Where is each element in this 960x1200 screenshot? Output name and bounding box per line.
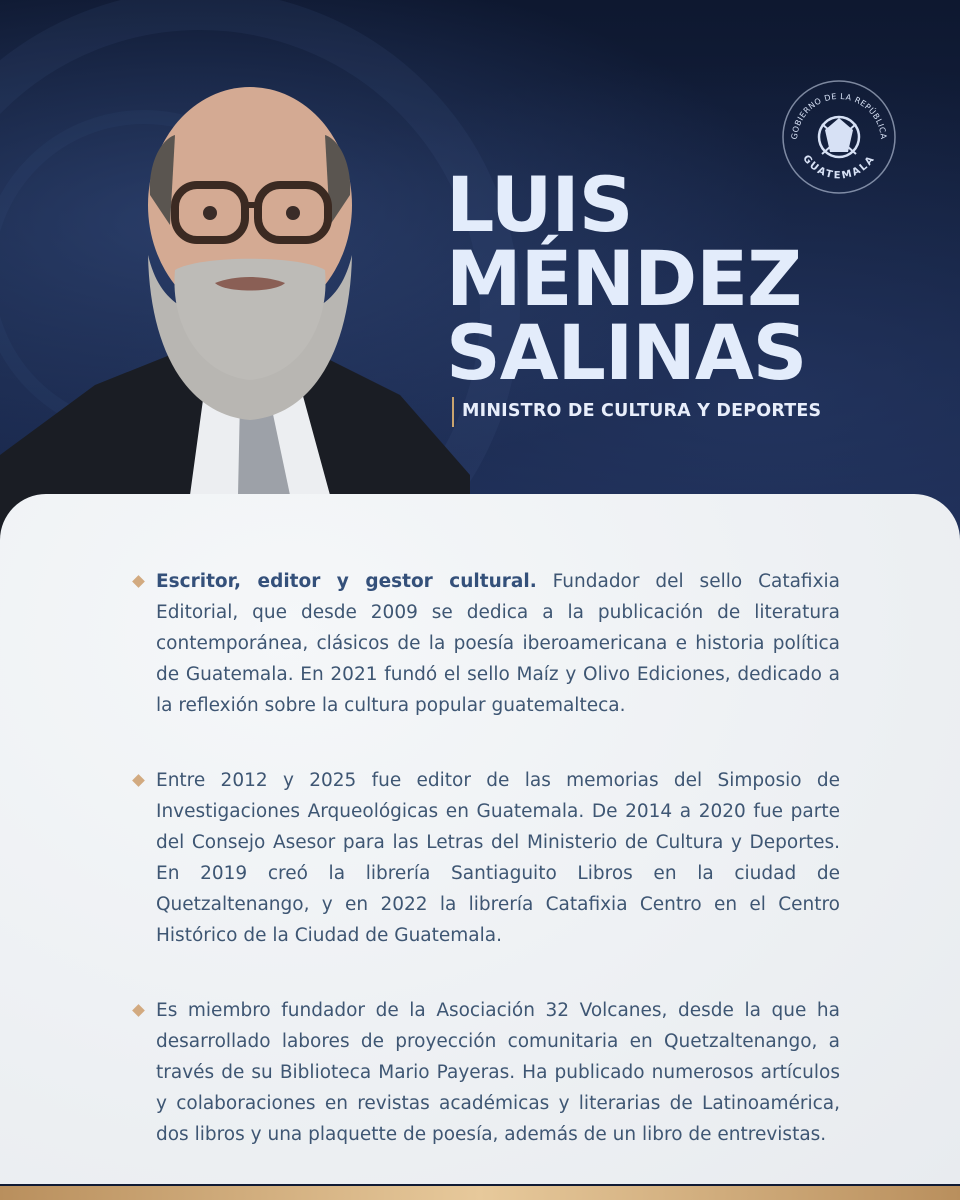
name-middle: MÉNDEZ (446, 234, 802, 323)
name-first: LUIS (446, 160, 633, 249)
bio-item-1 (130, 566, 840, 721)
hero-banner (0, 0, 960, 560)
bullet-diamond-icon (132, 575, 145, 588)
name-last: SALINAS (446, 308, 807, 397)
seal-top-text: GOBIERNO DE LA REPÚBLICA (789, 91, 889, 140)
bullet-diamond-icon (132, 1004, 145, 1017)
bio-paragraph-3: Es miembro fundador de la Asociación 32 Volcanes, desde la que ha desarrollado labores de proyección comunitaria en Quetzaltenango, a través de su Biblioteca Mario Payeras. Ha publicado numerosos artículos y colaboraciones en revistas académicas y literarias de Latinoamérica, dos libros y una plaquette de poesía, además de un libro de entrevistas. (156, 1000, 840, 1145)
bullet-diamond-icon (132, 774, 145, 787)
bio-paragraph-2: Entre 2012 y 2025 fue editor de las memorias del Simposio de Investigaciones Arqueológicas en Guatemala. De 2014 a 2020 fue parte del Consejo Asesor para las Letras del Ministerio de Cultura y Deportes. En 2019 creó la librería Santiaguito Libros en la ciudad de Quetzaltenango, y en 2022 la librería Catafixia Centro en el Centro Histórico de la Ciudad de Guatemala. (156, 770, 840, 946)
role-title: MINISTRO DE CULTURA Y DEPORTES (462, 401, 822, 421)
seal-bottom-text: GUATEMALA (800, 153, 878, 182)
bio-text-1: Fundador del sello Catafixia Editorial, que desde 2009 se dedica a la publicación de literatura contemporánea, clásicos de la poesía iberoamericana e historia política de Guatemala. En 2021 fundó el sello Maíz y Olivo Ediciones, dedicado a la reflexión sobre la cultura popular guatemalteca. (156, 571, 840, 716)
bio-item-2 (130, 765, 840, 951)
role-divider (452, 397, 454, 427)
gold-footer-bar (0, 1186, 960, 1200)
bio-item-3 (130, 995, 840, 1150)
bio-lead: Escritor, editor y gestor cultural. (156, 571, 537, 592)
bio-list (130, 566, 840, 1194)
portrait-photo (0, 55, 470, 560)
bio-paragraph-1 (156, 566, 840, 721)
